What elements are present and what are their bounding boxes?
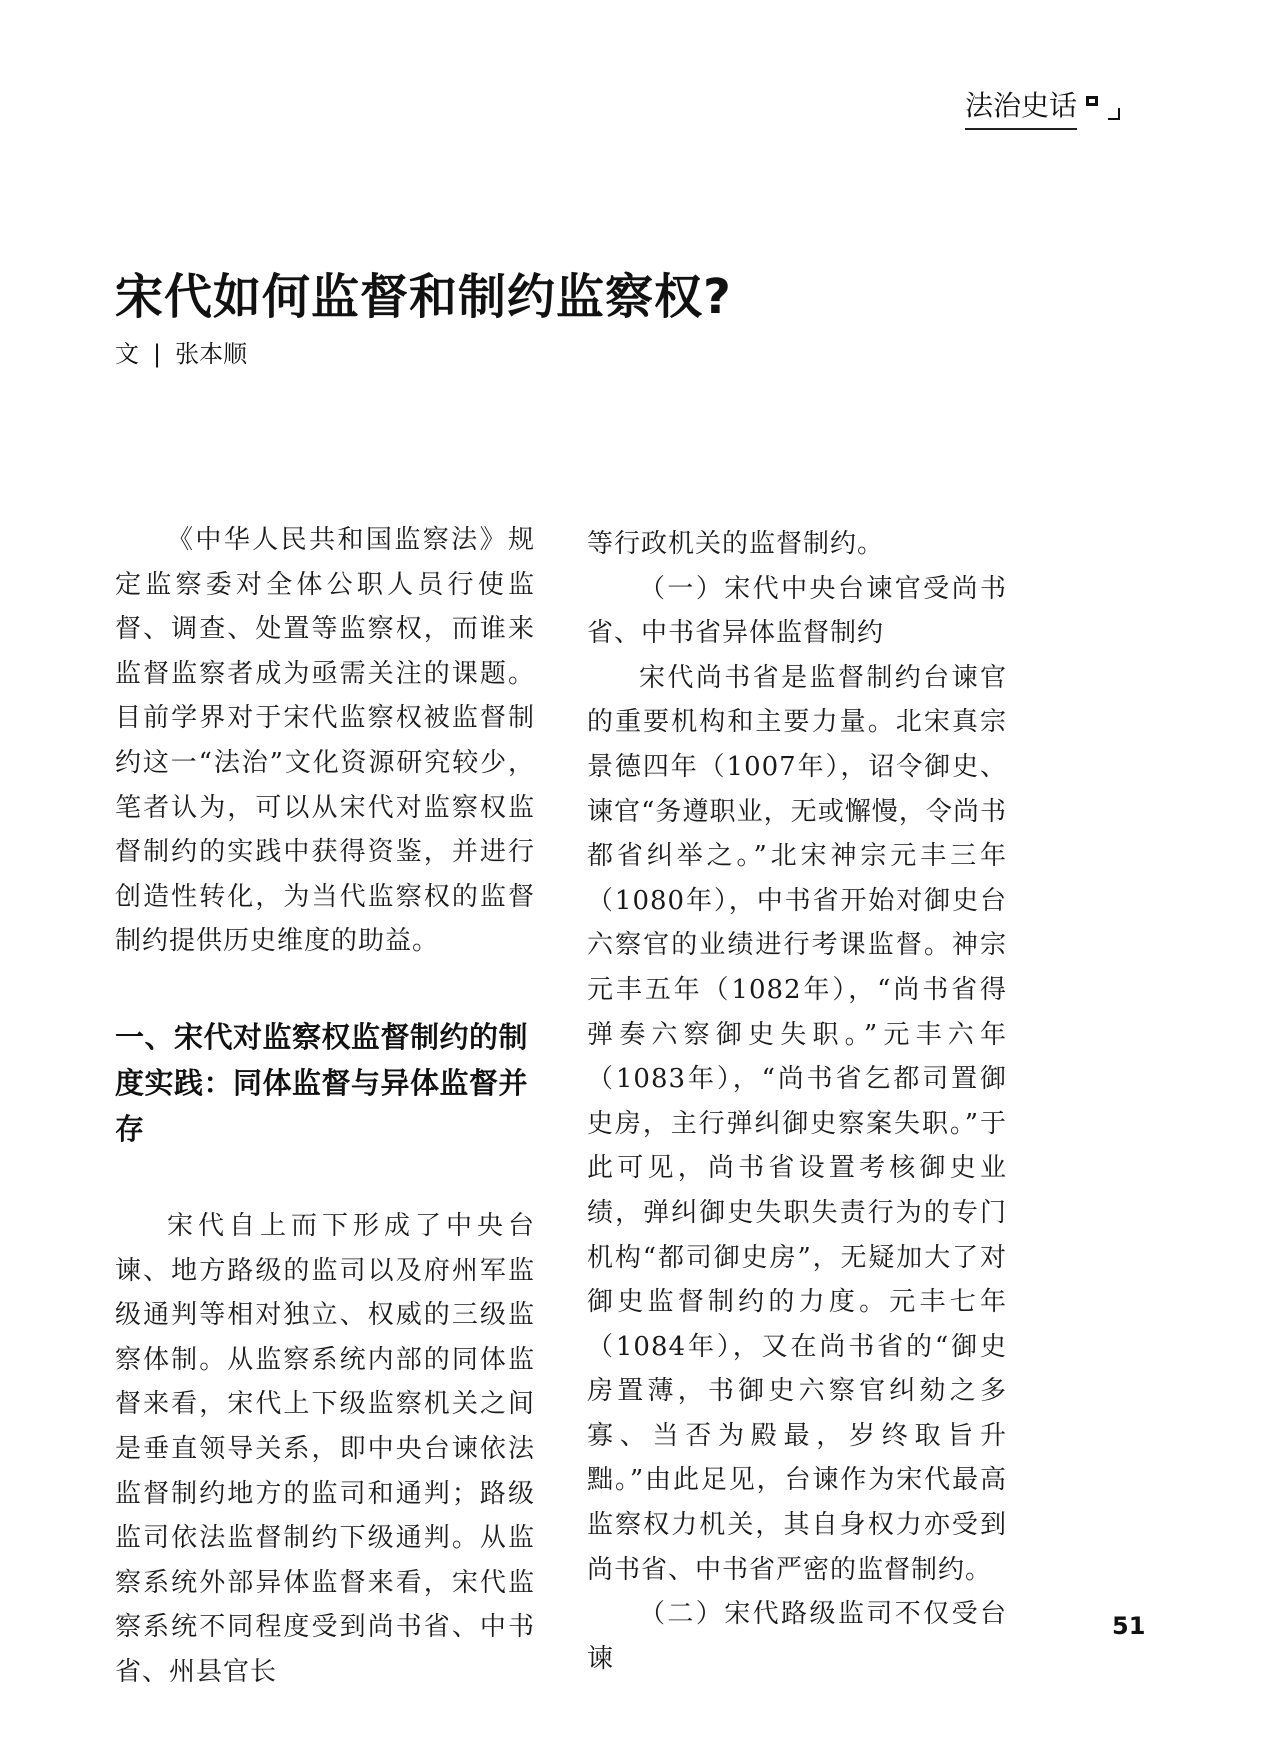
- left-column: [115, 518, 535, 1694]
- byline: [115, 334, 247, 369]
- section-header: [965, 84, 1077, 130]
- continuation-paragraph: 等行政机关的监督制约。: [587, 529, 885, 559]
- author-name: 张本顺: [175, 340, 248, 368]
- article-title: 宋代如何监督和制约监察权?: [115, 269, 732, 325]
- body-paragraph-1: 宋代尚书省是监督制约台谏官的重要机构和主要力量。北宋真宗景德四年（1007年），诏令御史、谏官“务遵职业，无或懈慢，令尚书都省纠举之。”北宋神宗元丰三年（1080年），中书省开始对御史台六察官的业绩进行考课监督。神宗元丰五年（1082年），“尚书省得弹奏六察御史失职。”元丰六年（1083年），“尚书省乞都司置御史房，主行弹纠御史察案失职。”于此可见，尚书省设置考核御史业绩，弹纠御史失职失责行为的专门机构“都司御史房”，无疑加大了对御史监督制约的力度。元丰七年（1084年），又在尚书省的“御史房置薄，书御史六察官纠劾之多寡、当否为殿最，岁终取旨升黜。”由此足见，台谏作为宋代最高监察权力机关，其自身权力亦受到尚书省、中书省严密的监督制约。: [587, 662, 1007, 1585]
- right-column: [587, 522, 1007, 1681]
- corner-mark-icon: [1108, 108, 1120, 120]
- page-number: 51: [1112, 1612, 1146, 1640]
- body-paragraph: 宋代自上而下形成了中央台谏、地方路级的监司以及府州军监级通判等相对独立、权威的三级监察体制。从监察系统内部的同体监督来看，宋代上下级监察机关之间是垂直领导关系，即中央台谏依法监督制约地方的监司和通判；路级监司依法监督制约下级通判。从监察系统外部异体监督来看，宋代监察系统不同程度受到尚书省、中书省、州县官长: [115, 1210, 535, 1687]
- intro-paragraph: 《中华人民共和国监察法》规定监察委对全体公职人员行使监督、调查、处置等监察权，而谁来监督监察者成为亟需关注的课题。目前学界对于宋代监察权被监督制约这一“法治”文化资源研究较少，笔者认为，可以从宋代对监察权监督制约的实践中获得资鉴，并进行创造性转化，为当代监察权的监督制约提供历史维度的助益。: [115, 525, 535, 957]
- section-heading: 一、宋代对监察权监督制约的制度实践：同体监督与异体监督并存: [115, 1019, 529, 1146]
- subheading-1: （一）宋代中央台谏官受尚书省、中书省异体监督制约: [587, 573, 1007, 649]
- subheading-2: （二）宋代路级监司不仅受台谏: [587, 1599, 1007, 1674]
- square-mark-icon: [1086, 96, 1098, 106]
- byline-prefix: 文: [115, 340, 139, 368]
- byline-separator: |: [153, 340, 162, 368]
- section-label: 法治史话: [965, 84, 1077, 130]
